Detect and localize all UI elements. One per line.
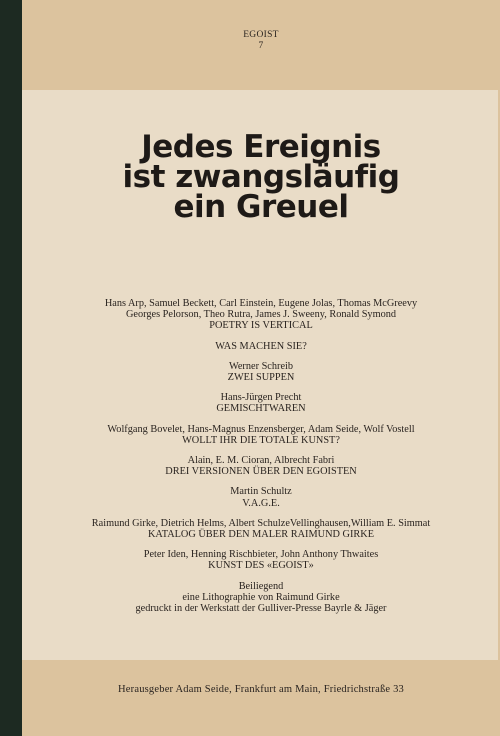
entry-title: GEMISCHTWAREN: [216, 403, 306, 415]
entry-authors: Raimund Girke, Dietrich Helms, Albert SchulzeVellinghausen,William E. Simmat: [91, 517, 431, 529]
entry-authors: Martin Schultz: [230, 486, 292, 498]
header: [22, 30, 500, 52]
title-line: ein Greuel: [173, 189, 349, 225]
series-name: EGOIST: [243, 30, 279, 40]
contents-entry: [22, 455, 500, 477]
entry-authors: Hans-Jürgen Precht: [220, 392, 302, 404]
enclosure-line: Beiliegend: [238, 580, 284, 592]
entry-title: KUNST DES «EGOIST»: [208, 560, 314, 572]
entry-title: DREI VERSIONEN ÜBER DEN EGOISTEN: [165, 466, 357, 478]
main-title: [22, 129, 500, 225]
contents-entry: [22, 518, 500, 540]
issue-number: 7: [258, 41, 264, 51]
entry-authors: Hans Arp, Samuel Beckett, Carl Einstein, Eugene Jolas, Thomas McGreevy: [104, 298, 418, 309]
enclosure-note: [22, 581, 500, 615]
entry-title: KATALOG ÜBER DEN MALER RAIMUND GIRKE: [148, 529, 374, 541]
entry-authors: Wolfgang Bovelet, Hans-Magnus Enzensberger, Adam Seide, Wolf Vostell: [107, 423, 415, 435]
booklet-cover: [22, 0, 500, 736]
entry-authors: Peter Iden, Henning Rischbieter, John Anthony Thwaites: [143, 549, 379, 561]
entry-authors: Werner Schreib: [228, 360, 294, 372]
title-line: Jedes Ereignis: [141, 129, 381, 165]
entry-authors: Georges Pelorson, Theo Rutra, James J. Sweeny, Ronald Symond: [125, 309, 397, 321]
contents-entry: [22, 424, 500, 446]
contents-list: [22, 298, 500, 572]
contents-entry: [22, 341, 500, 352]
publisher-line: Herausgeber Adam Seide, Frankfurt am Main, Friedrichstraße 33: [118, 684, 404, 695]
entry-title: ZWEI SUPPEN: [227, 372, 295, 384]
entry-title: WAS MACHEN SIE?: [215, 340, 307, 352]
entry-authors: Alain, E. M. Cioran, Albrecht Fabri: [187, 455, 335, 467]
entry-title: V.A.G.E.: [242, 497, 280, 509]
entry-title: WOLLT IHR DIE TOTALE KUNST?: [182, 434, 340, 446]
enclosure-line: gedruckt in der Werkstatt der Gulliver-Presse Bayrle & Jäger: [135, 603, 387, 615]
contents-entry: [22, 298, 500, 332]
contents-entry: [22, 486, 500, 508]
contents-entry: [22, 392, 500, 414]
table-of-contents: [22, 298, 500, 623]
entry-title: POETRY IS VERTICAL: [209, 320, 313, 332]
contents-entry: [22, 361, 500, 383]
enclosure-line: eine Lithographie von Raimund Girke: [182, 591, 340, 603]
title-line: ist zwangsläufig: [122, 159, 400, 195]
contents-entry: [22, 549, 500, 571]
